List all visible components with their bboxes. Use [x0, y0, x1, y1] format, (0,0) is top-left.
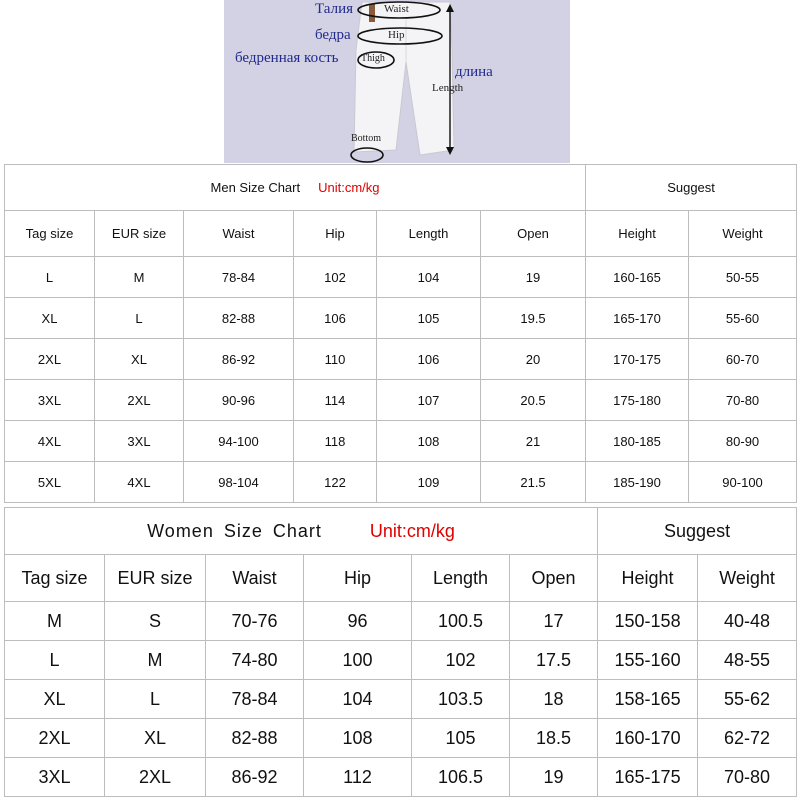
- table-cell: 165-170: [586, 298, 689, 339]
- table-cell: 160-170: [598, 719, 698, 758]
- table-row: [5, 380, 797, 421]
- table-cell: 4XL: [5, 421, 95, 462]
- table-cell: 106.5: [412, 758, 510, 797]
- table-cell: 90-96: [184, 380, 294, 421]
- table-cell: 4XL: [95, 462, 184, 503]
- table-cell: 94-100: [184, 421, 294, 462]
- table-cell: 100: [304, 641, 412, 680]
- table-row: [5, 298, 797, 339]
- table-cell: L: [95, 298, 184, 339]
- column-header: Open: [481, 211, 586, 257]
- table-cell: 150-158: [598, 602, 698, 641]
- table-cell: L: [105, 680, 206, 719]
- table-cell: 90-100: [689, 462, 797, 503]
- table-row: [5, 257, 797, 298]
- column-header: Hip: [304, 555, 412, 602]
- men-unit-label: Unit:cm/kg: [318, 180, 380, 195]
- table-cell: XL: [5, 298, 95, 339]
- table-cell: 19: [481, 257, 586, 298]
- women-table-body: [5, 508, 797, 797]
- table-cell: 2XL: [105, 758, 206, 797]
- table-cell: 62-72: [698, 719, 797, 758]
- table-cell: XL: [105, 719, 206, 758]
- column-header: Open: [510, 555, 598, 602]
- table-cell: 86-92: [184, 339, 294, 380]
- table-cell: 5XL: [5, 462, 95, 503]
- column-header: Height: [586, 211, 689, 257]
- table-cell: 40-48: [698, 602, 797, 641]
- men-table-body: [5, 165, 797, 503]
- en-thigh-label: Thigh: [361, 53, 385, 64]
- men-title-row: [5, 165, 797, 211]
- table-cell: 18.5: [510, 719, 598, 758]
- table-cell: 17: [510, 602, 598, 641]
- table-cell: 50-55: [689, 257, 797, 298]
- table-cell: 48-55: [698, 641, 797, 680]
- table-cell: 112: [304, 758, 412, 797]
- ru-length-label: длина: [455, 64, 493, 80]
- table-cell: M: [105, 641, 206, 680]
- column-header: Weight: [689, 211, 797, 257]
- column-header: Height: [598, 555, 698, 602]
- table-cell: 104: [377, 257, 481, 298]
- column-header: EUR size: [95, 211, 184, 257]
- table-cell: 105: [412, 719, 510, 758]
- women-unit-label: Unit:cm/kg: [369, 520, 455, 541]
- column-header: Length: [377, 211, 481, 257]
- table-cell: L: [5, 257, 95, 298]
- table-cell: XL: [95, 339, 184, 380]
- table-cell: 107: [377, 380, 481, 421]
- column-header: Hip: [294, 211, 377, 257]
- table-cell: 70-80: [689, 380, 797, 421]
- table-cell: 108: [377, 421, 481, 462]
- table-cell: 105: [377, 298, 481, 339]
- table-cell: 74-80: [206, 641, 304, 680]
- pants-illustration: [224, 0, 570, 163]
- table-row: [5, 719, 797, 758]
- ru-thigh-label: бедренная кость: [235, 50, 339, 66]
- table-cell: 155-160: [598, 641, 698, 680]
- column-header: EUR size: [105, 555, 206, 602]
- table-cell: 3XL: [5, 380, 95, 421]
- table-row: [5, 462, 797, 503]
- men-size-table: [4, 164, 797, 503]
- table-cell: 98-104: [184, 462, 294, 503]
- table-cell: 20.5: [481, 380, 586, 421]
- women-column-headers: [5, 555, 797, 602]
- women-size-table: [4, 507, 797, 797]
- women-suggest-header: Suggest: [598, 508, 797, 555]
- table-cell: 80-90: [689, 421, 797, 462]
- table-row: [5, 680, 797, 719]
- en-waist-label: Waist: [384, 3, 409, 15]
- men-column-headers: [5, 211, 797, 257]
- table-cell: M: [5, 602, 105, 641]
- table-row: [5, 641, 797, 680]
- table-cell: 70-80: [698, 758, 797, 797]
- table-cell: L: [5, 641, 105, 680]
- table-cell: 78-84: [184, 257, 294, 298]
- table-cell: 78-84: [206, 680, 304, 719]
- table-cell: 82-88: [206, 719, 304, 758]
- table-cell: 70-76: [206, 602, 304, 641]
- en-bottom-label: Bottom: [351, 133, 382, 144]
- table-cell: 170-175: [586, 339, 689, 380]
- column-header: Weight: [698, 555, 797, 602]
- women-chart-title: Women Size Chart: [147, 520, 322, 541]
- table-cell: M: [95, 257, 184, 298]
- column-header: Tag size: [5, 555, 105, 602]
- table-cell: 55-60: [689, 298, 797, 339]
- column-header: Waist: [184, 211, 294, 257]
- table-cell: S: [105, 602, 206, 641]
- ru-waist-label: Талия: [315, 1, 353, 17]
- table-cell: 86-92: [206, 758, 304, 797]
- table-cell: 19.5: [481, 298, 586, 339]
- table-cell: 165-175: [598, 758, 698, 797]
- table-cell: 20: [481, 339, 586, 380]
- table-cell: 102: [412, 641, 510, 680]
- table-cell: 96: [304, 602, 412, 641]
- column-header: Waist: [206, 555, 304, 602]
- en-length-label: Length: [432, 82, 464, 94]
- table-cell: 82-88: [184, 298, 294, 339]
- ru-hip-label: бедра: [315, 27, 351, 43]
- women-title-cell: [5, 508, 598, 555]
- table-cell: 18: [510, 680, 598, 719]
- column-header: Length: [412, 555, 510, 602]
- table-cell: 60-70: [689, 339, 797, 380]
- table-cell: 114: [294, 380, 377, 421]
- table-row: [5, 421, 797, 462]
- men-suggest-header: Suggest: [586, 165, 797, 211]
- table-cell: 21: [481, 421, 586, 462]
- table-cell: 103.5: [412, 680, 510, 719]
- table-row: [5, 339, 797, 380]
- table-cell: 21.5: [481, 462, 586, 503]
- table-cell: 2XL: [95, 380, 184, 421]
- table-cell: 2XL: [5, 339, 95, 380]
- table-cell: 104: [304, 680, 412, 719]
- table-cell: 180-185: [586, 421, 689, 462]
- table-cell: 100.5: [412, 602, 510, 641]
- table-cell: 109: [377, 462, 481, 503]
- table-cell: 106: [377, 339, 481, 380]
- table-cell: 102: [294, 257, 377, 298]
- men-chart-title: Men Size Chart: [210, 180, 301, 195]
- table-cell: 185-190: [586, 462, 689, 503]
- men-title-cell: [5, 165, 586, 211]
- women-title-row: [5, 508, 797, 555]
- table-cell: 122: [294, 462, 377, 503]
- en-hip-label: Hip: [388, 29, 405, 41]
- table-cell: 55-62: [698, 680, 797, 719]
- table-cell: 3XL: [95, 421, 184, 462]
- table-cell: 175-180: [586, 380, 689, 421]
- table-cell: 118: [294, 421, 377, 462]
- table-cell: 19: [510, 758, 598, 797]
- table-cell: XL: [5, 680, 105, 719]
- table-cell: 158-165: [598, 680, 698, 719]
- table-row: [5, 602, 797, 641]
- table-cell: 108: [304, 719, 412, 758]
- label-tag-icon: [369, 4, 375, 22]
- table-cell: 17.5: [510, 641, 598, 680]
- table-cell: 160-165: [586, 257, 689, 298]
- column-header: Tag size: [5, 211, 95, 257]
- measurement-diagram: [224, 0, 570, 163]
- table-row: [5, 758, 797, 797]
- table-cell: 106: [294, 298, 377, 339]
- table-cell: 2XL: [5, 719, 105, 758]
- table-cell: 3XL: [5, 758, 105, 797]
- table-cell: 110: [294, 339, 377, 380]
